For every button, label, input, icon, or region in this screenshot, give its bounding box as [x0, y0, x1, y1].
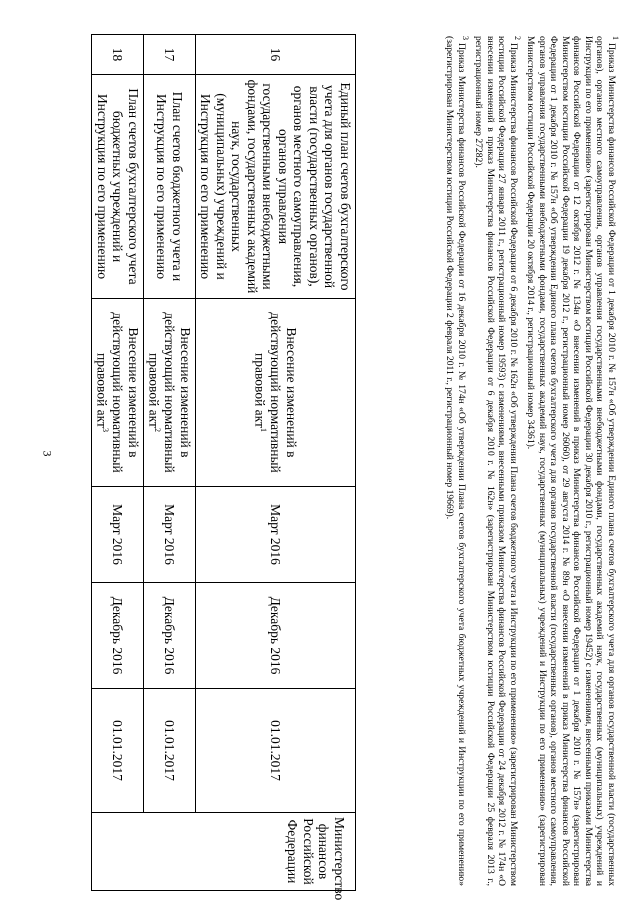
development-date: Март 2016 [143, 487, 195, 583]
footnote-ref: 2 [152, 427, 162, 432]
document-name: План счетов бюджетного учета и Инструкция по его применению [143, 75, 195, 299]
acceptance-date: Декабрь 2016 [143, 583, 195, 689]
row-number: 17 [143, 35, 195, 75]
footnote-number: 1 [611, 36, 620, 40]
row-number: 18 [91, 35, 143, 75]
action-text: Внесение изменений в действующий нормативный правовой акт [94, 312, 141, 473]
document-name: План счетов бухгалтерского учета бюджетных учреждений и Инструкция по его применению [91, 75, 143, 299]
development-date: Март 2016 [195, 487, 355, 583]
document-name: Единый план счетов бухгалтерского учета для органов государственной власти (государственных органов), органов местного самоуправления, органов управления государственными внебюджетными фондами, государственных академий наук, государственных (муниципальных) учреждений и Инструкция по его применению [195, 75, 355, 299]
row-number: 16 [195, 35, 355, 75]
standards-table [91, 34, 356, 901]
footnote [443, 36, 469, 886]
footnote-ref: 1 [258, 427, 268, 432]
footnote-number: 2 [512, 36, 522, 40]
footnote-text: Приказ Министерства финансов Российской Федерации от 1 декабря 2010 г. № 157н «Об утверждении Единого плана счетов бухгалтерского учета для органов государственной власти (государственных органов), органов местного самоуправления, органов управления государственными внебюджетными фондами, государственных академий наук, государственных (муниципальных) учреждений и Инструкции по его применению» (зарегистрирован Министерством юстиции Российской Федерации 30 декабря 2010 г., регистрационный номер 19452) с изменениями, внесенными приказами Министерства финансов Российской Федерации от 12 октября 2012 г. № 134н «О внесении изменений в приказ Министерства финансов Российской Федерации от 1 декабря 2010 г. № 157н» (зарегистрирован Министерством юстиции Российской Федерации 19 декабря 2012 г., регистрационный номер 26060), от 29 августа 2014 г. № 89н «О внесении изменений в приказ Министерства финансов Российской Федерации от 1 декабря 2010 г. № 157н «Об утверждении Единого плана счетов бухгалтерского учета для органов государственной власти (государственных органов), органов местного самоуправления, органов управления государственными внебюджетными фондами, государственных академий наук, государственных (муниципальных) учреждений и Инструкции по его применению» (зарегистрирован Министерством юстиции Российской Федерации 20 октября 2014 г., регистрационный номер 34361). [525, 36, 617, 886]
footnote-text: Приказ Министерства финансов Российской Федерации от 6 декабря 2010 г. № 162н «Об утверждении Плана счетов бюджетного учета и Инструкции по его применению» (зарегистрирован Министерством юстиции Российской Федерации 27 января 2011 г., регистрационный номер 19593) с изменениями, внесенными приказом Министерства финансов Российской Федерации от 24 декабря 2012 г. № 174н «О внесении изменений в приказ Министерства финансов Российской Федерации от 6 декабря 2010 г. № 162н» (зарегистрирован Министерством юстиции Российской Федерации 25 февраля 2013 г., регистрационный номер 27282). [473, 36, 519, 886]
footnote [525, 36, 620, 886]
effective-date: 01.01.2017 [91, 689, 143, 813]
action-cell [91, 299, 143, 487]
effective-date: 01.01.2017 [143, 689, 195, 813]
footnotes [440, 36, 620, 886]
responsible-body: Министерство финансов Российской Федерации [91, 813, 355, 891]
table-row [143, 35, 195, 891]
action-cell [195, 299, 355, 487]
action-text: Внесение изменений в действующий нормативный правовой акт [252, 312, 299, 473]
acceptance-date: Декабрь 2016 [195, 583, 355, 689]
footnote [473, 36, 522, 886]
action-cell [143, 299, 195, 487]
page-number: 3 [40, 450, 55, 457]
effective-date: 01.01.2017 [195, 689, 355, 813]
table-row [91, 35, 143, 891]
footnote-number: 3 [460, 36, 470, 40]
table-row [195, 35, 355, 891]
action-text: Внесение изменений в действующий нормативный правовой акт [146, 312, 193, 473]
footnote-ref: 3 [100, 427, 110, 432]
acceptance-date: Декабрь 2016 [91, 583, 143, 689]
development-date: Март 2016 [91, 487, 143, 583]
footnote-text: Приказ Министерства финансов Российской Федерации от 16 декабря 2010 г. № 174н «Об утверждении Плана счетов бухгалтерского учета бюджетных учреждений и Инструкции по его применению» (зарегистрирован Министерством юстиции Российской Федерации 2 февраля 2011 г., регистрационный номер 19669). [443, 36, 467, 886]
